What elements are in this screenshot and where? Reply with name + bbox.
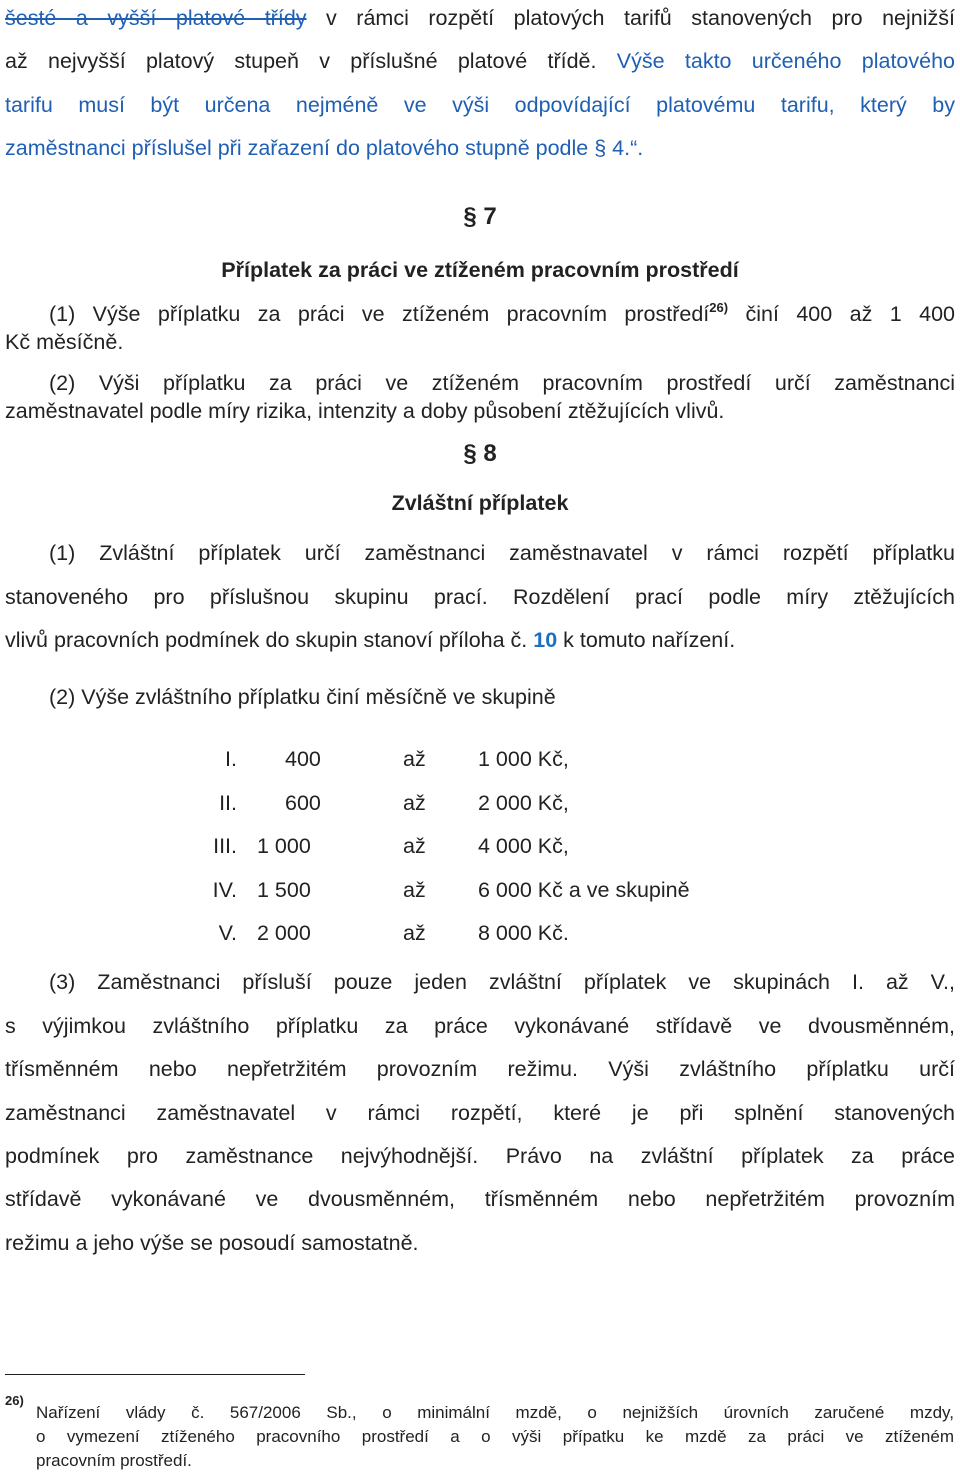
section-8-p1-line-2: stanoveného pro příslušnou skupinu prací. Rozdělení prací podle míry ztěžujících: [5, 585, 955, 609]
intro-line-2: [5, 49, 955, 74]
annex-link[interactable]: 10: [533, 628, 558, 652]
group-label: III.: [213, 834, 237, 859]
section-7-title: Příplatek za práci ve ztíženém pracovním prostředí: [221, 258, 739, 282]
footnote-marker: 26): [5, 1393, 24, 1408]
group-from: 600: [285, 790, 321, 815]
group-sep: až: [403, 921, 426, 946]
struck-text: šesté a vyšší platové třídy: [5, 6, 307, 30]
intro-line-3: tarifu musí být určena nejméně ve výši odpovídající platovému tarifu, který by: [5, 93, 955, 117]
group-row: [205, 825, 690, 869]
section-8-p3-line-7: režimu a jeho výše se posoudí samostatně.: [5, 1231, 419, 1255]
amended-text: Výše takto určeného platového: [596, 49, 955, 73]
section-8-p3-line-6: střídavě vykonávané ve dvousměnném, třísměnném nebo nepřetržitém provozním: [5, 1187, 955, 1211]
section-7-number: § 7: [463, 203, 497, 230]
group-label: IV.: [212, 877, 237, 902]
intro-line-4: zaměstnanci příslušel při zařazení do platového stupně podle § 4.“.: [5, 136, 644, 160]
group-label: I.: [225, 747, 237, 772]
group-sep: až: [403, 877, 426, 902]
group-sep: až: [403, 834, 426, 859]
group-table: [205, 738, 690, 956]
section-7-p1-line-1: [49, 300, 955, 327]
section-8-p3-line-3: třísměnném nebo nepřetržitém provozním režimu. Výši zvláštního příplatku určí: [5, 1057, 955, 1081]
group-sep: až: [403, 747, 426, 772]
group-sep: až: [403, 790, 426, 815]
group-row: [205, 912, 690, 956]
section-8-p1-line-3: [5, 628, 955, 653]
group-to: 2 000 Kč,: [478, 790, 569, 815]
section-8-p2: (2) Výše zvláštního příplatku činí měsíčně ve skupině: [49, 685, 556, 709]
intro-line-1: [5, 6, 955, 31]
section-8-number: § 8: [463, 440, 497, 467]
footnote-line-3: pracovním prostředí.: [36, 1451, 192, 1470]
section-8-p3-line-4: zaměstnanci zaměstnavatel v rámci rozpětí, které je při splnění stanovených: [5, 1101, 955, 1125]
group-from: 400: [285, 747, 321, 772]
group-from: 1 000: [257, 834, 311, 859]
group-from: 1 500: [257, 877, 311, 902]
footnote-line-2: o vymezení ztíženého pracovního prostředí a o výši přípatku ke mzdě za práci ve ztíženém: [36, 1427, 954, 1446]
section-8-title: Zvláštní příplatek: [391, 491, 569, 515]
group-label: II.: [219, 790, 237, 815]
group-from: 2 000: [257, 921, 311, 946]
section-8-p3-line-1: (3) Zaměstnanci přísluší pouze jeden zvláštní příplatek ve skupinách I. až V.,: [49, 970, 955, 994]
footnote-line-1: Nařízení vlády č. 567/2006 Sb., o minimální mzdě, o nejnižších úrovních zaručené mzdy,: [36, 1403, 954, 1422]
section-8-p3-line-2: s výjimkou zvláštního příplatku za práce vykonávané střídavě ve dvousměnném,: [5, 1014, 955, 1038]
p1-text: vlivů pracovních podmínek do skupin stanoví příloha č.: [5, 628, 534, 652]
group-to: 1 000 Kč,: [478, 747, 569, 772]
p1-text: k tomuto nařízení.: [557, 628, 736, 652]
section-7-p1-line-2: Kč měsíčně.: [5, 330, 124, 354]
group-to: 8 000 Kč.: [478, 921, 569, 946]
intro-text: až nejvyšší platový stupeň v příslušné platové třídě.: [5, 49, 597, 73]
p1-text: činí 400 až 1 400: [728, 302, 955, 326]
section-8-p3-line-5: podmínek pro zaměstnance nejvýhodnější. Právo na zvláštní příplatek za práce: [5, 1144, 955, 1168]
group-label: V.: [218, 921, 237, 946]
group-row: [205, 782, 690, 826]
intro-text: v rámci rozpětí platových tarifů stanovených pro nejnižší: [306, 6, 955, 30]
group-row: [205, 869, 690, 913]
section-8-p1-line-1: (1) Zvláštní příplatek určí zaměstnanci zaměstnavatel v rámci rozpětí příplatku: [49, 541, 955, 565]
p1-text: (1) Výše příplatku za práci ve ztíženém pracovním prostředí: [49, 302, 710, 326]
footnote-divider: [5, 1374, 305, 1375]
section-7-p2-line-2: zaměstnavatel podle míry rizika, intenzity a doby působení ztěžujících vlivů.: [5, 399, 725, 423]
footnote-ref[interactable]: 26): [709, 300, 729, 315]
section-7-p2-line-1: (2) Výši příplatku za práci ve ztíženém pracovním prostředí určí zaměstnanci: [49, 371, 955, 395]
group-to: 4 000 Kč,: [478, 834, 569, 859]
group-row: [205, 738, 690, 782]
group-to: 6 000 Kč a ve skupině: [478, 877, 690, 902]
